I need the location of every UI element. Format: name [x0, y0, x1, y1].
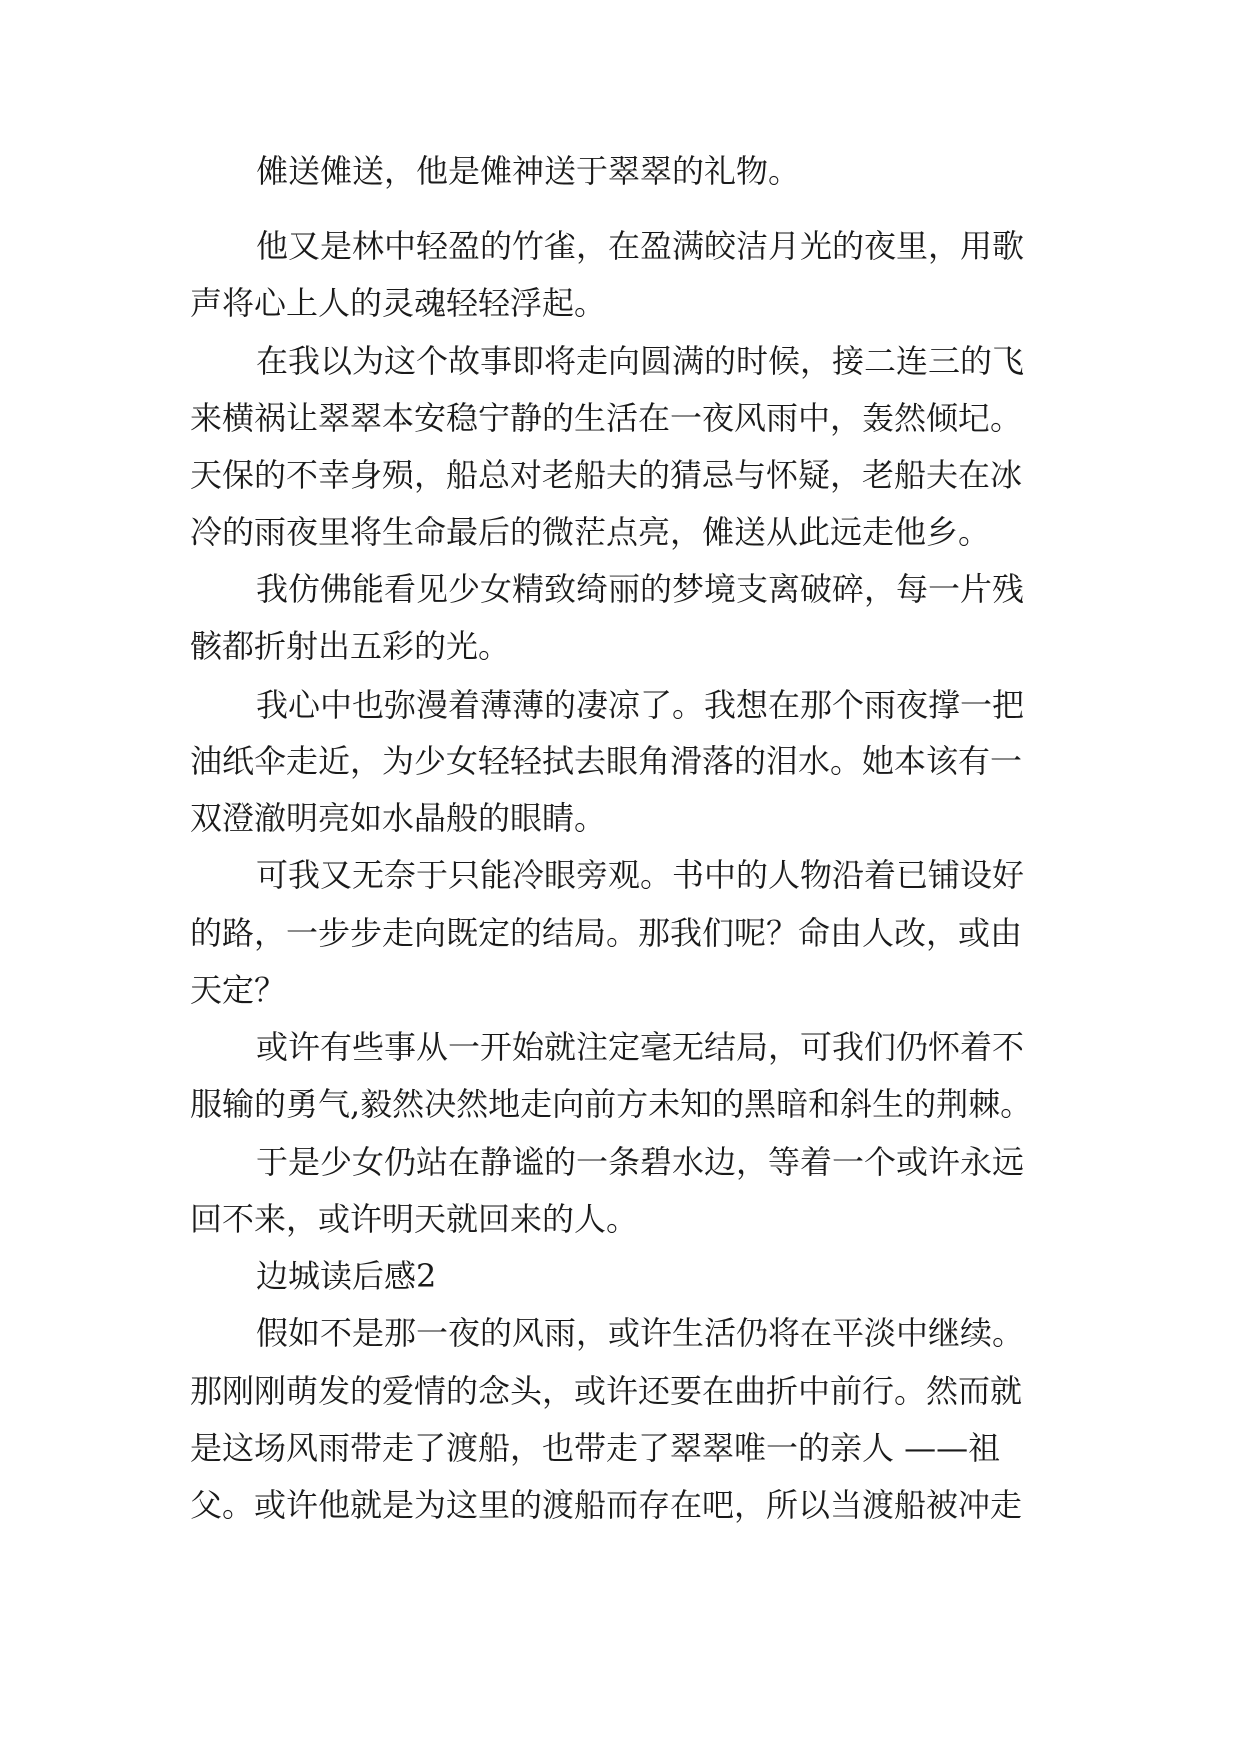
text-line: 回不来，或许明天就回来的人。 [190, 1200, 639, 1238]
section-heading: 边城读后感2 [256, 1257, 437, 1295]
text-line: 双澄澈明亮如水晶般的眼睛。 [190, 799, 607, 837]
text-line: 是这场风雨带走了渡船，也带走了翠翠唯一的亲人 ——祖 [190, 1429, 1001, 1467]
text-line: 或许有些事从一开始就注定毫无结局，可我们仍怀着不 [256, 1028, 1025, 1066]
text-line: 冷的雨夜里将生命最后的微茫点亮，傩送从此远走他乡。 [190, 513, 991, 551]
text-line: 服输的勇气,毅然决然地走向前方未知的黑暗和斜生的荆棘。 [190, 1085, 1033, 1123]
text-line: 父。或许他就是为这里的渡船而存在吧，所以当渡船被冲走 [190, 1486, 1023, 1524]
text-line: 声将心上人的灵魂轻轻浮起。 [190, 284, 607, 322]
text-line: 天保的不幸身殒，船总对老船夫的猜忌与怀疑，老船夫在冰 [190, 456, 1023, 494]
text-line: 在我以为这个故事即将走向圆满的时候，接二连三的飞 [256, 342, 1025, 380]
text-line: 傩送傩送，他是傩神送于翠翠的礼物。 [256, 152, 801, 190]
text-line: 他又是林中轻盈的竹雀，在盈满皎洁月光的夜里，用歌 [256, 227, 1025, 265]
text-line: 的路，一步步走向既定的结局。那我们呢？命由人改，或由 [190, 914, 1023, 952]
text-line: 于是少女仍站在静谧的一条碧水边，等着一个或许永远 [256, 1143, 1025, 1181]
text-line: 可我又无奈于只能冷眼旁观。书中的人物沿着已铺设好 [256, 856, 1025, 894]
text-line: 来横祸让翠翠本安稳宁静的生活在一夜风雨中，轰然倾圮。 [190, 399, 1023, 437]
text-line: 天定？ [190, 971, 287, 1009]
text-line: 假如不是那一夜的风雨，或许生活仍将在平淡中继续。 [256, 1314, 1025, 1352]
text-line: 我仿佛能看见少女精致绮丽的梦境支离破碎，每一片残 [256, 570, 1025, 608]
text-line: 那刚刚萌发的爱情的念头，或许还要在曲折中前行。然而就 [190, 1372, 1023, 1410]
text-line: 油纸伞走近，为少女轻轻拭去眼角滑落的泪水。她本该有一 [190, 742, 1023, 780]
text-line: 骸都折射出五彩的光。 [190, 627, 511, 665]
text-line: 我心中也弥漫着薄薄的凄凉了。我想在那个雨夜撑一把 [256, 686, 1025, 724]
